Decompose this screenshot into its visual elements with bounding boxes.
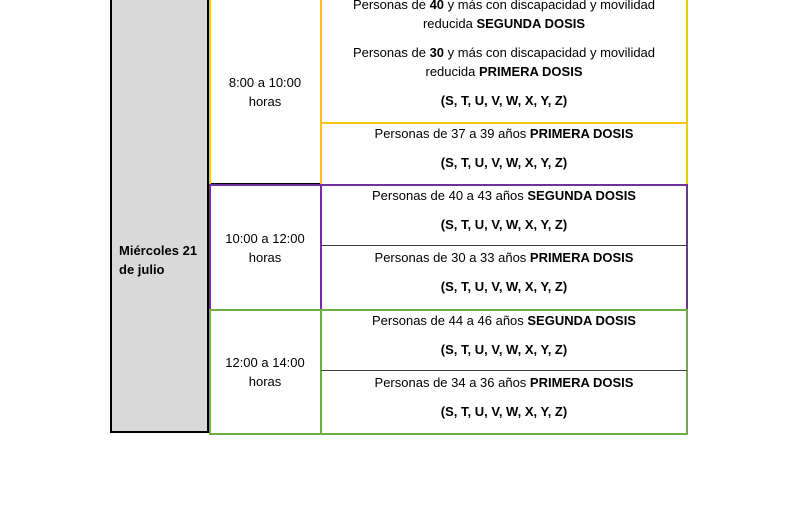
row-text: Personas de 30 y más con discapacidad y movilidad bbox=[352, 45, 656, 60]
day-label-line1: Miércoles 21 bbox=[119, 243, 198, 258]
slot-1-row-2 bbox=[322, 124, 686, 184]
day-label bbox=[119, 241, 197, 279]
letters-text: (S, T, U, V, W, X, Y, Z) bbox=[440, 279, 568, 294]
slot-3-row-1 bbox=[322, 311, 686, 369]
row-text: reducida SEGUNDA DOSIS bbox=[422, 16, 586, 31]
row-text: reducida PRIMERA DOSIS bbox=[425, 64, 583, 79]
day-column bbox=[110, 0, 209, 433]
time-3-line1: 12:00 a 14:00 bbox=[225, 355, 305, 370]
letters-text: (S, T, U, V, W, X, Y, Z) bbox=[440, 93, 568, 108]
time-1-line1: 8:00 a 10:00 bbox=[228, 74, 302, 90]
letters-text: (S, T, U, V, W, X, Y, Z) bbox=[440, 404, 568, 419]
slot-3-row-2 bbox=[322, 373, 686, 433]
letters-text: (S, T, U, V, W, X, Y, Z) bbox=[440, 155, 568, 170]
time-3-line2: horas bbox=[248, 374, 282, 389]
time-1-line2: horas bbox=[248, 93, 282, 109]
letters-text: (S, T, U, V, W, X, Y, Z) bbox=[440, 342, 568, 357]
row-text: Personas de 40 a 43 años SEGUNDA DOSIS bbox=[372, 188, 636, 203]
time-2-line2: horas bbox=[248, 249, 282, 265]
row-text: Personas de 34 a 36 años PRIMERA DOSIS bbox=[374, 375, 634, 390]
row-text: Personas de 44 a 46 años SEGUNDA DOSIS bbox=[372, 313, 636, 328]
row-text: Personas de 40 y más con discapacidad y movilidad bbox=[352, 0, 656, 12]
row-text: Personas de 37 a 39 años PRIMERA DOSIS bbox=[374, 126, 634, 141]
slot-1-row-1 bbox=[322, 0, 686, 121]
day-label-line2: de julio bbox=[119, 262, 165, 277]
slot-3-row-divider bbox=[321, 370, 687, 371]
slot-2-row-1 bbox=[322, 186, 686, 244]
slot-2-row-2 bbox=[322, 248, 686, 308]
time-2-line1: 10:00 a 12:00 bbox=[225, 230, 305, 246]
slot-2-row-divider bbox=[321, 245, 687, 246]
letters-text: (S, T, U, V, W, X, Y, Z) bbox=[440, 217, 568, 232]
row-text: Personas de 30 a 33 años PRIMERA DOSIS bbox=[374, 250, 634, 265]
